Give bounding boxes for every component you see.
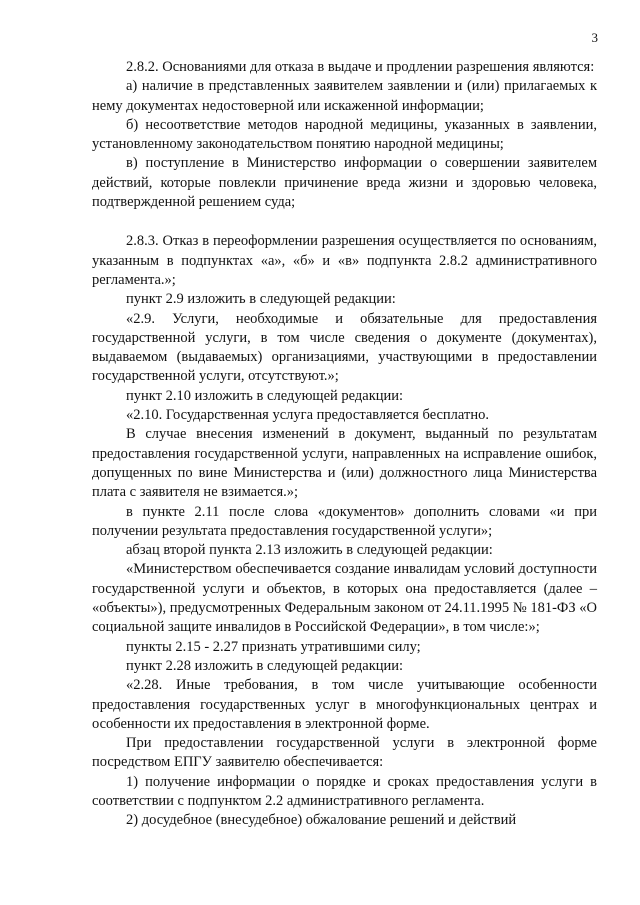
paragraph-2-9-text: «2.9. Услуги, необходимые и обязательные для предоставления государственной услуги, в том числе сведения о документе (документах), выдаваемом (выдаваемых) организациями, участвующими в предоставлении государственной услуги, отсутствуют.»; [92, 310, 597, 385]
paragraph-2-8-2: 2.8.2. Основаниями для отказа в выдаче и продлении разрешения являются: [126, 59, 595, 75]
document-body [92, 58, 597, 831]
paragraph-2-10-text: «2.10. Государственная услуга предоставляется бесплатно. [126, 407, 489, 424]
paragraph-void-2-15-2-27: пункты 2.15 - 2.27 признать утратившими силу; [126, 638, 421, 655]
paragraph-amend-2-10: пункт 2.10 изложить в следующей редакции: [126, 387, 404, 404]
paragraph-list-item-1: 1) получение информации о порядке и сроках предоставления услуги в соответствии с подпунктом 2.2 административного регламента. [92, 773, 597, 809]
paragraph-2-8-3: 2.8.3. Отказ в переоформлении разрешения осуществляется по основаниям, указанным в подпунктах «а», «б» и «в» подпункта 2.8.2 административного регламента.»; [92, 233, 597, 288]
paragraph-amend-2-11: в пункте 2.11 после слова «документов» дополнить словами «и при получении результата предоставления государственной услуги»; [92, 503, 597, 539]
paragraph-electronic-form: При предоставлении государственной услуги в электронной форме посредством ЕПГУ заявителю обеспечивается: [92, 735, 597, 771]
paragraph-list-item-2: 2) досудебное (внесудебное) обжалование решений и действий [126, 812, 517, 829]
paragraph-2-10-changes: В случае внесения изменений в документ, выданный по результатам предоставления государственной услуги, направленных на исправление ошибок, допущенных по вине Министерства и (или) должностного лица Министерства плата с заявителя не взимается.»; [92, 426, 597, 501]
paragraph-item-a: а) наличие в представленных заявителем заявлении и (или) прилагаемых к нему документах недостоверной или искаженной информации; [92, 78, 597, 114]
paragraph-item-b: б) несоответствие методов народной медицины, указанных в заявлении, установленному законодательством понятию народной медицины; [92, 116, 597, 153]
paragraph-2-28-text: «2.28. Иные требования, в том числе учитывающие особенности предоставления государственных услуг в многофункциональных центрах и особенности их предоставления в электронной форме. [92, 677, 597, 732]
paragraph-item-v: в) поступление в Министерство информации о совершении заявителем действий, которые повлекли причинение вреда жизни и здоровью человека, подтвержденной решением суда; [92, 155, 597, 211]
paragraph-amend-2-28: пункт 2.28 изложить в следующей редакции: [126, 657, 404, 674]
page-number: 3 [591, 30, 598, 45]
paragraph-2-13-text: «Министерством обеспечивается создание инвалидам условий доступности государственной услуги и объектов, в которых она предоставляется (далее – «объекты»), предусмотренных Федеральным законом от 24.11.1995 № 181-ФЗ «О социальной защите инвалидов в Российской Федерации», в том числе:»; [92, 561, 597, 636]
paragraph-amend-2-9: пункт 2.9 изложить в следующей редакции: [126, 291, 396, 308]
paragraph-amend-2-13: абзац второй пункта 2.13 изложить в следующей редакции: [126, 542, 493, 559]
